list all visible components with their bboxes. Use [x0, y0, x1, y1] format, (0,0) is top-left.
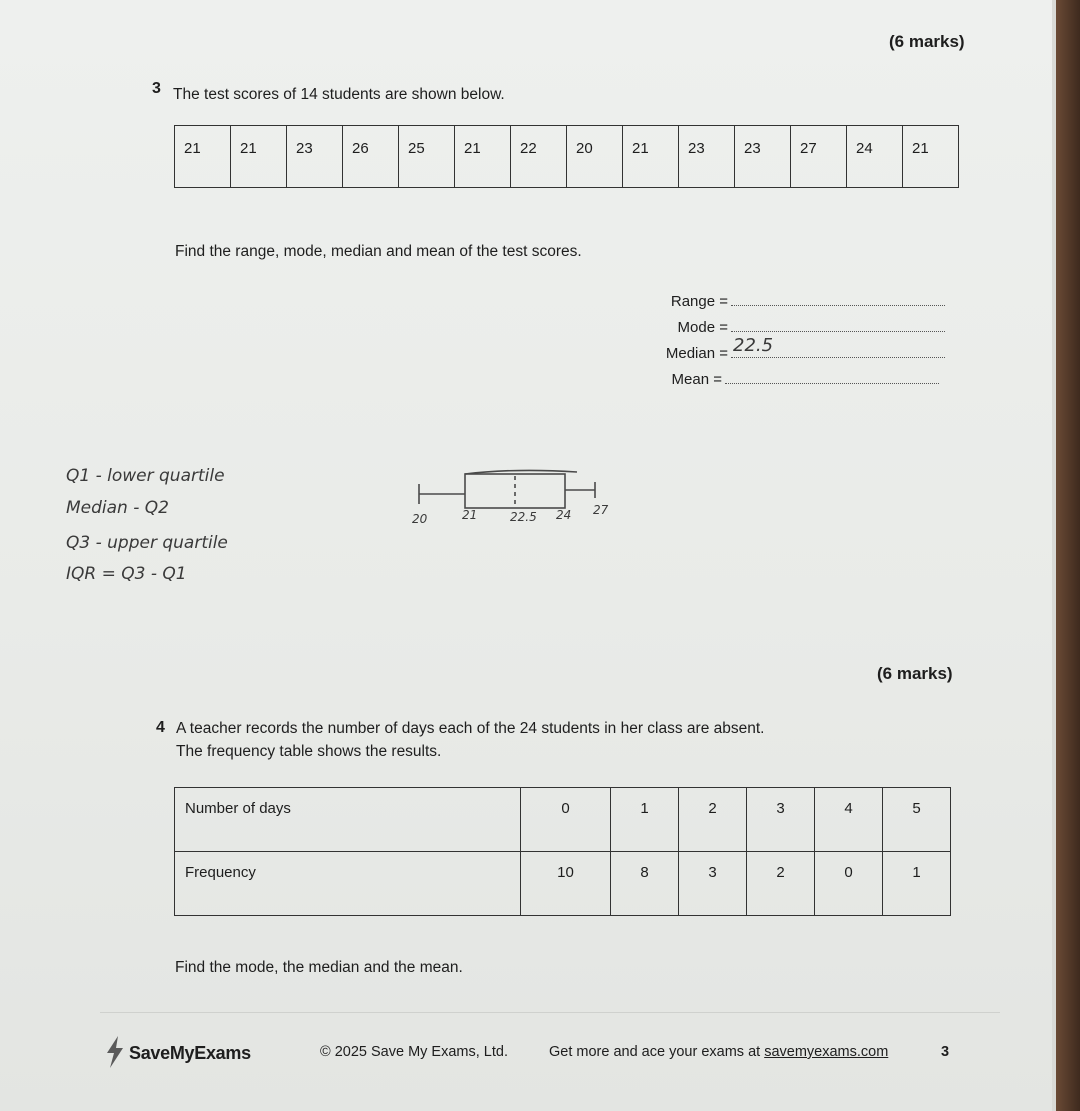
answer-line[interactable] — [725, 369, 939, 384]
footer-cta — [549, 1044, 888, 1060]
q3-instruction: Find the range, mode, median and mean of the test scores. — [175, 243, 582, 260]
days-row — [175, 788, 951, 852]
score-cell: 25 — [399, 126, 455, 188]
boxplot-label-max: 27 — [593, 503, 609, 517]
answer-line[interactable] — [731, 291, 945, 306]
days-cell: 4 — [815, 788, 883, 852]
frequency-cell: 8 — [611, 852, 679, 916]
score-cell: 23 — [287, 126, 343, 188]
q4-text-line2: The frequency table shows the results. — [176, 743, 442, 760]
score-cell: 27 — [791, 126, 847, 188]
days-cell: 2 — [679, 788, 747, 852]
frequency-cell: 2 — [747, 852, 815, 916]
score-cell: 21 — [455, 126, 511, 188]
row-header-frequency: Frequency — [175, 852, 521, 916]
median-handwritten: 22.5 — [733, 335, 774, 356]
score-cell: 21 — [903, 126, 959, 188]
answer-line[interactable] — [731, 317, 945, 332]
note-median: Median - Q2 — [66, 498, 169, 518]
score-cell: 21 — [175, 126, 231, 188]
score-cell: 23 — [735, 126, 791, 188]
days-cell: 0 — [521, 788, 611, 852]
q3-bottom-marks: (6 marks) — [877, 664, 953, 683]
frequency-table — [174, 787, 951, 916]
note-q3: Q3 - upper quartile — [66, 533, 228, 553]
frequency-cell: 10 — [521, 852, 611, 916]
footer-divider — [100, 1012, 1000, 1013]
frequency-cell: 1 — [883, 852, 951, 916]
q3-question-text: The test scores of 14 students are shown below. — [173, 86, 505, 103]
score-cell: 21 — [623, 126, 679, 188]
frequency-row — [175, 852, 951, 916]
days-cell: 3 — [747, 788, 815, 852]
note-iqr: IQR = Q3 - Q1 — [66, 564, 187, 584]
score-cell: 23 — [679, 126, 735, 188]
q3-top-marks: (6 marks) — [889, 32, 965, 51]
answer-label: Mode = — [677, 319, 728, 336]
boxplot-label-median: 22.5 — [510, 510, 537, 524]
frequency-cell: 3 — [679, 852, 747, 916]
frequency-cell: 0 — [815, 852, 883, 916]
q3-number: 3 — [152, 80, 161, 97]
note-q1: Q1 - lower quartile — [66, 466, 225, 486]
days-cell: 1 — [611, 788, 679, 852]
desk-edge — [1056, 0, 1080, 1111]
boxplot-label-min: 20 — [412, 512, 428, 526]
answer-mean — [630, 369, 950, 388]
score-cell: 26 — [343, 126, 399, 188]
score-cell: 21 — [231, 126, 287, 188]
q4-instruction: Find the mode, the median and the mean. — [175, 959, 463, 976]
answer-range — [630, 291, 950, 310]
footer-copyright: © 2025 Save My Exams, Ltd. — [320, 1044, 508, 1060]
days-cell: 5 — [883, 788, 951, 852]
boxplot-label-q1: 21 — [462, 508, 478, 522]
footer-cta-text: Get more and ace your exams at — [549, 1044, 761, 1060]
answer-label: Mean = — [671, 371, 722, 388]
q4-text-line1: A teacher records the number of days each of the 24 students in her class are absent. — [176, 720, 765, 737]
footer-logo[interactable]: SaveMyExams — [129, 1043, 251, 1063]
answer-label: Median = — [665, 345, 728, 362]
answer-block — [630, 291, 950, 388]
page-number: 3 — [941, 1044, 950, 1060]
footer-link[interactable]: savemyexams.com — [764, 1044, 889, 1060]
answer-mode — [630, 317, 950, 336]
q4-number: 4 — [156, 719, 165, 736]
lightning-logo-icon — [104, 1036, 126, 1068]
answer-median — [630, 335, 950, 362]
score-cell: 24 — [847, 126, 903, 188]
answer-label: Range = — [670, 293, 728, 310]
scores-table — [174, 125, 959, 188]
score-cell: 20 — [567, 126, 623, 188]
score-cell: 22 — [511, 126, 567, 188]
answer-line[interactable] — [731, 335, 945, 358]
scores-row — [175, 126, 959, 188]
boxplot-label-q3: 24 — [556, 508, 572, 522]
boxplot-sketch — [405, 462, 625, 537]
row-header-days: Number of days — [175, 788, 521, 852]
